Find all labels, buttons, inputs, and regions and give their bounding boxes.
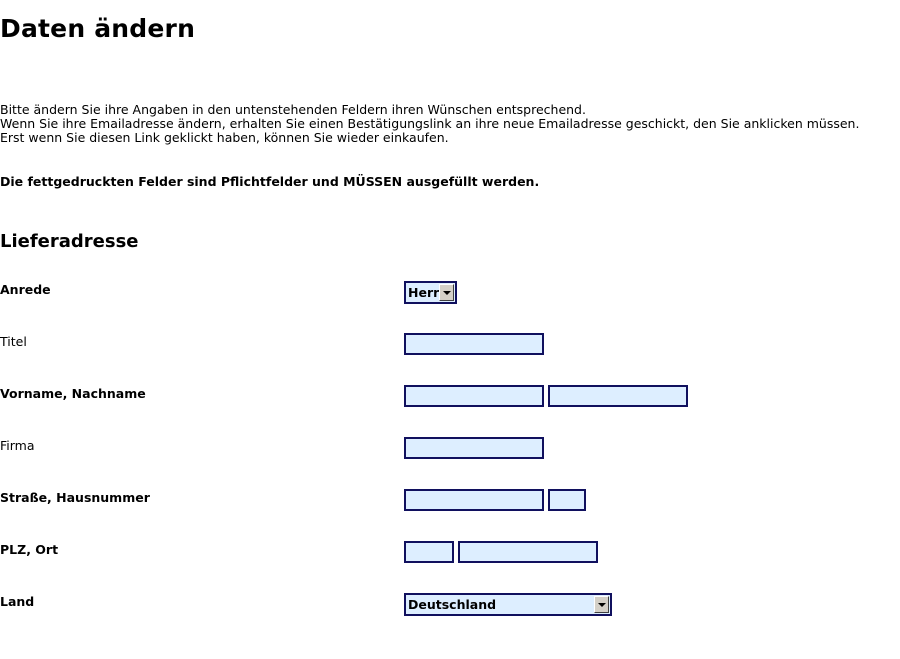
chevron-down-icon[interactable] xyxy=(439,284,454,301)
titel-input[interactable] xyxy=(404,333,544,355)
titel-label: Titel xyxy=(0,334,27,349)
nachname-input[interactable] xyxy=(548,385,688,407)
intro-line-1: Bitte ändern Sie ihre Angaben in den untenstehenden Feldern ihren Wünschen entsprechend. xyxy=(0,102,586,117)
name-label: Vorname, Nachname xyxy=(0,386,146,401)
firma-input[interactable] xyxy=(404,437,544,459)
page-title: Daten ändern xyxy=(0,14,196,43)
intro-line-2: Wenn Sie ihre Emailadresse ändern, erhalten Sie einen Bestätigungslink an ihre neue Emailadresse geschickt, den Sie anklicken müssen. xyxy=(0,116,860,131)
ort-input[interactable] xyxy=(458,541,598,563)
strasse-label: Straße, Hausnummer xyxy=(0,490,150,505)
plz-input[interactable] xyxy=(404,541,454,563)
section-title-lieferadresse: Lieferadresse xyxy=(0,231,139,252)
anrede-label: Anrede xyxy=(0,282,51,297)
strasse-input[interactable] xyxy=(404,489,544,511)
land-select[interactable] xyxy=(404,593,612,616)
land-label: Land xyxy=(0,594,35,609)
required-fields-note: Die fettgedruckten Felder sind Pflichtfelder und MÜSSEN ausgefüllt werden. xyxy=(0,174,540,189)
intro-line-3: Erst wenn Sie diesen Link geklickt haben, können Sie wieder einkaufen. xyxy=(0,130,449,145)
hausnummer-input[interactable] xyxy=(548,489,586,511)
chevron-down-icon[interactable] xyxy=(594,596,609,613)
anrede-select[interactable] xyxy=(404,281,457,304)
firma-label: Firma xyxy=(0,438,35,453)
land-selected-value: Deutschland xyxy=(408,597,497,612)
plz-ort-label: PLZ, Ort xyxy=(0,542,59,557)
intro-text xyxy=(0,103,859,145)
vorname-input[interactable] xyxy=(404,385,544,407)
anrede-selected-value: Herr xyxy=(408,285,440,300)
